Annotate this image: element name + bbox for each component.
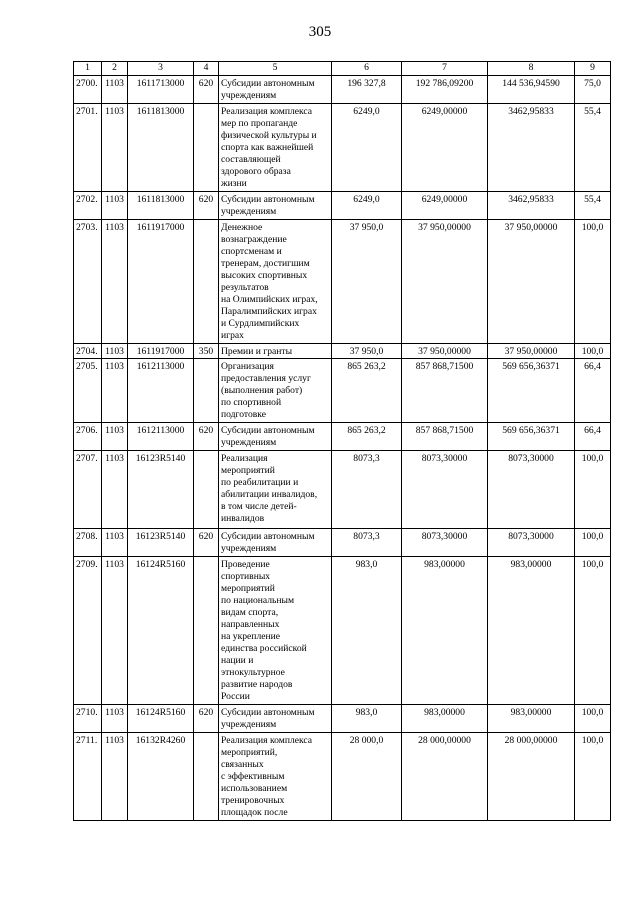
section-cell: 1103 — [102, 557, 128, 705]
percent-cell: 100,0 — [575, 529, 611, 557]
table-row — [74, 344, 611, 359]
table-row — [74, 359, 611, 423]
name-line: с эффективным — [221, 771, 285, 782]
col-header-6: 6 — [332, 62, 402, 76]
name-cell — [219, 359, 332, 423]
row-number-cell: 2703. — [74, 220, 102, 344]
section-cell: 1103 — [102, 359, 128, 423]
table-row — [74, 76, 611, 104]
percent-cell: 55,4 — [575, 104, 611, 192]
name-line: Субсидии автономным — [221, 425, 315, 436]
target-code-cell: 16123R5140 — [128, 451, 194, 529]
expense-type-cell — [194, 733, 219, 821]
name-line: на Олимпийских играх, — [221, 294, 318, 305]
name-line: (выполнения работ) — [221, 385, 303, 396]
expense-type-cell: 620 — [194, 705, 219, 733]
executed-amount-cell: 8073,30000 — [488, 451, 575, 529]
budget-amount-cell: 6249,00000 — [402, 104, 488, 192]
table-row — [74, 192, 611, 220]
table-row — [74, 451, 611, 529]
section-cell: 1103 — [102, 705, 128, 733]
name-line: по реабилитации и — [221, 477, 299, 488]
name-cell — [219, 529, 332, 557]
name-line: России — [221, 691, 250, 702]
name-line: тренерам, достигшим — [221, 258, 310, 269]
table-row — [74, 733, 611, 821]
name-line: Денежное — [221, 222, 263, 233]
table-row — [74, 220, 611, 344]
name-cell — [219, 220, 332, 344]
expense-type-cell — [194, 220, 219, 344]
executed-amount-cell: 28 000,00000 — [488, 733, 575, 821]
name-line: Субсидии автономным — [221, 531, 315, 542]
header-row — [74, 62, 611, 76]
name-cell — [219, 192, 332, 220]
name-line: инвалидов — [221, 513, 265, 524]
approved-amount-cell: 983,0 — [332, 705, 402, 733]
name-line: учреждениям — [221, 543, 277, 554]
approved-amount-cell: 37 950,0 — [332, 344, 402, 359]
executed-amount-cell: 3462,95833 — [488, 104, 575, 192]
executed-amount-cell: 569 656,36371 — [488, 359, 575, 423]
name-line: Проведение — [221, 559, 270, 570]
target-code-cell: 16132R4260 — [128, 733, 194, 821]
expense-type-cell: 350 — [194, 344, 219, 359]
target-code-cell: 1612113000 — [128, 423, 194, 451]
approved-amount-cell: 6249,0 — [332, 104, 402, 192]
section-cell: 1103 — [102, 76, 128, 104]
name-line: площадок после — [221, 807, 288, 818]
expense-type-cell: 620 — [194, 423, 219, 451]
target-code-cell: 1611813000 — [128, 104, 194, 192]
row-number-cell: 2705. — [74, 359, 102, 423]
col-header-3: 3 — [128, 62, 194, 76]
row-number-cell: 2701. — [74, 104, 102, 192]
expense-type-cell — [194, 104, 219, 192]
col-header-1: 1 — [74, 62, 102, 76]
percent-cell: 100,0 — [575, 733, 611, 821]
name-line: здорового образа — [221, 166, 291, 177]
row-number-cell: 2709. — [74, 557, 102, 705]
approved-amount-cell: 8073,3 — [332, 451, 402, 529]
budget-amount-cell: 37 950,00000 — [402, 344, 488, 359]
budget-table — [73, 61, 611, 821]
name-line: и Сурдлимпийских — [221, 318, 300, 329]
name-cell — [219, 705, 332, 733]
name-line: мер по пропаганде — [221, 118, 298, 129]
section-cell: 1103 — [102, 192, 128, 220]
approved-amount-cell: 6249,0 — [332, 192, 402, 220]
executed-amount-cell: 37 950,00000 — [488, 220, 575, 344]
row-number-cell: 2707. — [74, 451, 102, 529]
percent-cell: 100,0 — [575, 557, 611, 705]
name-line: видам спорта, — [221, 607, 279, 618]
name-line: Паралимпийских играх — [221, 306, 317, 317]
target-code-cell: 16123R5140 — [128, 529, 194, 557]
executed-amount-cell: 983,00000 — [488, 705, 575, 733]
name-line: учреждениям — [221, 437, 277, 448]
name-cell — [219, 733, 332, 821]
name-line: предоставления услуг — [221, 373, 311, 384]
col-header-9: 9 — [575, 62, 611, 76]
name-line: спорта как важнейшей — [221, 142, 314, 153]
name-line: использованием — [221, 783, 288, 794]
name-line: физической культуры и — [221, 130, 317, 141]
name-line: связанных — [221, 759, 264, 770]
name-line: Премии и гранты — [221, 346, 293, 357]
name-line: Реализация комплекса — [221, 106, 313, 117]
row-number-cell: 2702. — [74, 192, 102, 220]
col-header-8: 8 — [488, 62, 575, 76]
target-code-cell: 1611917000 — [128, 344, 194, 359]
table-row — [74, 557, 611, 705]
name-line: жизни — [221, 178, 247, 189]
name-cell — [219, 104, 332, 192]
row-number-cell: 2704. — [74, 344, 102, 359]
name-line: подготовке — [221, 409, 266, 420]
name-cell — [219, 344, 332, 359]
page-number: 305 — [308, 24, 332, 40]
target-code-cell: 1611713000 — [128, 76, 194, 104]
percent-cell: 100,0 — [575, 451, 611, 529]
target-code-cell: 16124R5160 — [128, 557, 194, 705]
budget-amount-cell: 983,00000 — [402, 557, 488, 705]
budget-amount-cell: 983,00000 — [402, 705, 488, 733]
row-number-cell: 2706. — [74, 423, 102, 451]
section-cell: 1103 — [102, 220, 128, 344]
budget-amount-cell: 8073,30000 — [402, 451, 488, 529]
executed-amount-cell: 8073,30000 — [488, 529, 575, 557]
name-line: единства российской — [221, 643, 307, 654]
percent-cell: 55,4 — [575, 192, 611, 220]
expense-type-cell — [194, 557, 219, 705]
name-line: мероприятий — [221, 583, 275, 594]
name-line: мероприятий — [221, 465, 275, 476]
name-line: абилитации инвалидов, — [221, 489, 318, 500]
percent-cell: 100,0 — [575, 220, 611, 344]
col-header-4: 4 — [194, 62, 219, 76]
table-row — [74, 423, 611, 451]
budget-amount-cell: 857 868,71500 — [402, 423, 488, 451]
expense-type-cell: 620 — [194, 192, 219, 220]
name-cell — [219, 76, 332, 104]
row-number-cell: 2711. — [74, 733, 102, 821]
name-line: учреждениям — [221, 206, 277, 217]
name-line: спортсменам и — [221, 246, 282, 257]
expense-type-cell — [194, 451, 219, 529]
name-line: составляющей — [221, 154, 281, 165]
name-line: по спортивной — [221, 397, 282, 408]
approved-amount-cell: 983,0 — [332, 557, 402, 705]
section-cell: 1103 — [102, 344, 128, 359]
approved-amount-cell: 37 950,0 — [332, 220, 402, 344]
table-row — [74, 705, 611, 733]
name-cell — [219, 557, 332, 705]
name-line: нации и — [221, 655, 254, 666]
table-row — [74, 104, 611, 192]
name-line: в том числе детей- — [221, 501, 297, 512]
name-line: учреждениям — [221, 90, 277, 101]
section-cell: 1103 — [102, 451, 128, 529]
section-cell: 1103 — [102, 733, 128, 821]
name-line: результатов — [221, 282, 269, 293]
budget-amount-cell: 28 000,00000 — [402, 733, 488, 821]
name-line: вознаграждение — [221, 234, 287, 245]
expense-type-cell: 620 — [194, 529, 219, 557]
approved-amount-cell: 28 000,0 — [332, 733, 402, 821]
budget-amount-cell: 6249,00000 — [402, 192, 488, 220]
section-cell: 1103 — [102, 529, 128, 557]
name-line: играх — [221, 330, 244, 341]
name-line: Реализация комплекса — [221, 735, 313, 746]
executed-amount-cell: 569 656,36371 — [488, 423, 575, 451]
name-cell — [219, 423, 332, 451]
percent-cell: 66,4 — [575, 423, 611, 451]
approved-amount-cell: 865 263,2 — [332, 359, 402, 423]
executed-amount-cell: 983,00000 — [488, 557, 575, 705]
target-code-cell: 1611813000 — [128, 192, 194, 220]
percent-cell: 75,0 — [575, 76, 611, 104]
section-cell: 1103 — [102, 104, 128, 192]
target-code-cell: 1612113000 — [128, 359, 194, 423]
target-code-cell: 1611917000 — [128, 220, 194, 344]
budget-amount-cell: 192 786,09200 — [402, 76, 488, 104]
approved-amount-cell: 196 327,8 — [332, 76, 402, 104]
budget-amount-cell: 37 950,00000 — [402, 220, 488, 344]
name-line: на укрепление — [221, 631, 281, 642]
executed-amount-cell: 37 950,00000 — [488, 344, 575, 359]
approved-amount-cell: 865 263,2 — [332, 423, 402, 451]
target-code-cell: 16124R5160 — [128, 705, 194, 733]
budget-amount-cell: 8073,30000 — [402, 529, 488, 557]
name-line: по национальным — [221, 595, 295, 606]
percent-cell: 100,0 — [575, 705, 611, 733]
section-cell: 1103 — [102, 423, 128, 451]
budget-amount-cell: 857 868,71500 — [402, 359, 488, 423]
executed-amount-cell: 144 536,94590 — [488, 76, 575, 104]
name-line: тренировочных — [221, 795, 285, 806]
percent-cell: 66,4 — [575, 359, 611, 423]
row-number-cell: 2700. — [74, 76, 102, 104]
name-line: учреждениям — [221, 719, 277, 730]
expense-type-cell — [194, 359, 219, 423]
expense-type-cell: 620 — [194, 76, 219, 104]
name-line: этнокультурное — [221, 667, 285, 678]
name-line: Субсидии автономным — [221, 707, 315, 718]
approved-amount-cell: 8073,3 — [332, 529, 402, 557]
percent-cell: 100,0 — [575, 344, 611, 359]
col-header-7: 7 — [402, 62, 488, 76]
row-number-cell: 2710. — [74, 705, 102, 733]
name-line: спортивных — [221, 571, 271, 582]
name-line: Субсидии автономным — [221, 78, 315, 89]
col-header-5: 5 — [219, 62, 332, 76]
name-line: Субсидии автономным — [221, 194, 315, 205]
executed-amount-cell: 3462,95833 — [488, 192, 575, 220]
name-line: мероприятий, — [221, 747, 278, 758]
name-line: направленных — [221, 619, 280, 630]
name-line: высоких спортивных — [221, 270, 308, 281]
name-line: Реализация — [221, 453, 268, 464]
name-line: Организация — [221, 361, 274, 372]
table-row — [74, 529, 611, 557]
col-header-2: 2 — [102, 62, 128, 76]
row-number-cell: 2708. — [74, 529, 102, 557]
name-cell — [219, 451, 332, 529]
name-line: развитие народов — [221, 679, 293, 690]
